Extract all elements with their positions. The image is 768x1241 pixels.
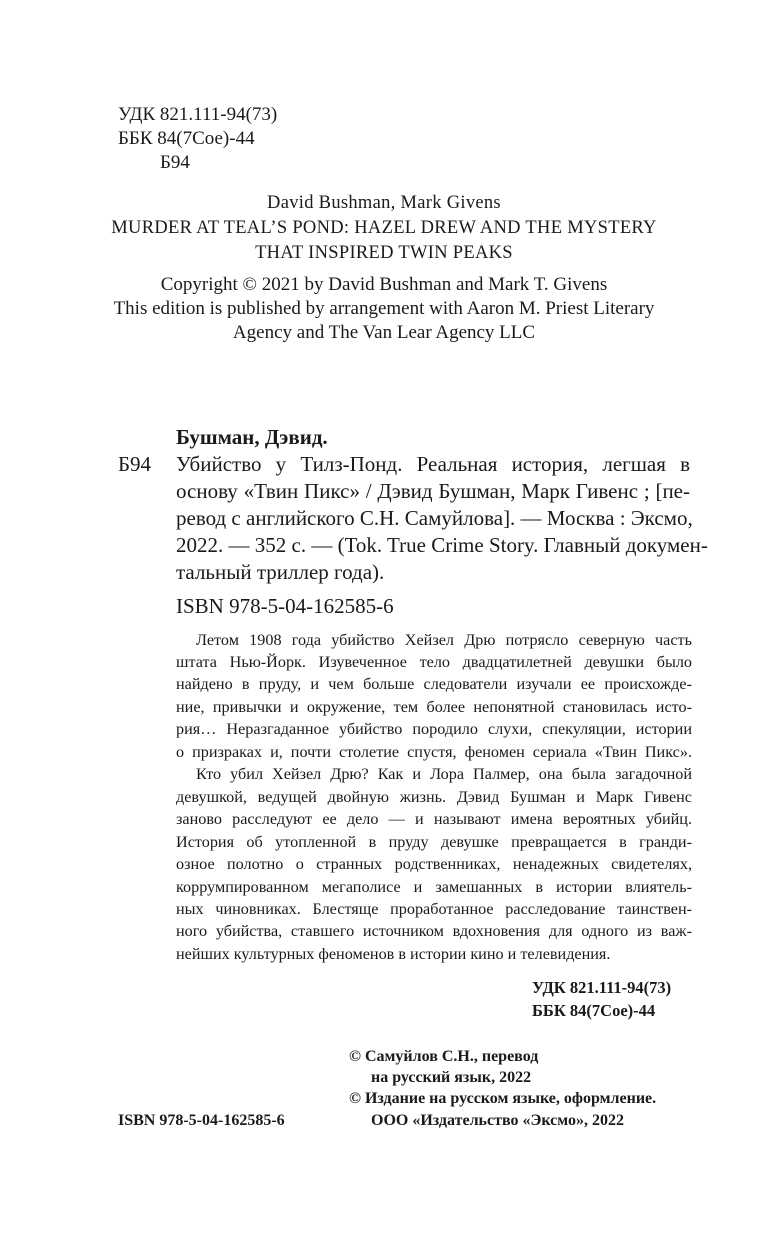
classification-udk: УДК 821.111-94(73) xyxy=(532,978,672,997)
header-bbk: ББК 84(7Сое)-44 xyxy=(118,128,255,149)
copyright-translation-line2: на русский язык, 2022 xyxy=(371,1069,532,1086)
annotation-line: заново расследуют ее дело — и называют имена вероятных убийц. xyxy=(176,810,692,828)
original-authors: David Bushman, Mark Givens xyxy=(267,193,501,213)
annotation-line: ных чиновниках. Блестяще проработанное расследование таинствен- xyxy=(176,900,692,918)
copyright-line1: Copyright © 2021 by David Bushman and Mark T. Givens xyxy=(160,274,608,295)
entry-line: 2022. — 352 с. — (Tok. True Crime Story. Главный докумен- xyxy=(176,533,708,557)
annotation-line: найдено в пруду, и чем больше следователи изучали ее происхожде- xyxy=(176,675,692,693)
header-code: Б94 xyxy=(160,152,190,173)
original-title-line1: MURDER AT TEAL’S POND: HAZEL DREW AND THE MYSTERY xyxy=(111,218,657,238)
annotation-line: озное полотно о странных родственниках, ненадежных свидетелях, xyxy=(176,855,692,873)
annotation-line: о призраках и, почти столетие спустя, феномен сериала «Твин Пикс». xyxy=(176,743,692,761)
annotation-line: Летом 1908 года убийство Хейзел Дрю потрясло северную часть xyxy=(196,631,692,649)
entry-isbn: ISBN 978-5-04-162585-6 xyxy=(176,594,394,618)
entry-code: Б94 xyxy=(118,452,152,476)
copyright-line3: Agency and The Van Lear Agency LLC xyxy=(232,322,536,343)
entry-author: Бушман, Дэвид. xyxy=(176,425,328,449)
copyright-edition-line2: ООО «Издательство «Эксмо», 2022 xyxy=(371,1112,624,1129)
annotation-line: штата Нью-Йорк. Изувеченное тело двадцатилетней девушки было xyxy=(176,653,692,671)
original-title-line2: THAT INSPIRED TWIN PEAKS xyxy=(255,243,513,263)
entry-line: Убийство у Тилз-Понд. Реальная история, легшая в xyxy=(176,452,690,476)
copyright-translation-line1: © Самуйлов С.Н., перевод xyxy=(349,1048,539,1065)
annotation-line: ние, привычки и окружение, тем более непонятной становилась исто- xyxy=(176,698,692,716)
copyright-line2: This edition is published by arrangement with Aaron M. Priest Literary xyxy=(113,298,655,319)
annotation-line: девушкой, ведущей двойную жизнь. Дэвид Бушман и Марк Гивенс xyxy=(176,788,692,806)
entry-line: основу «Твин Пикс» / Дэвид Бушман, Марк Гивенс ; [пе- xyxy=(176,479,690,503)
footer-isbn: ISBN 978-5-04-162585-6 xyxy=(118,1112,285,1129)
copyright-edition-line1: © Издание на русском языке, оформление. xyxy=(349,1090,657,1107)
classification-bbk: ББК 84(7Сое)-44 xyxy=(532,1001,656,1020)
annotation-line: История об утопленной в пруду девушке превращается в гранди- xyxy=(176,833,692,851)
entry-line: тальный триллер года). xyxy=(176,560,385,584)
annotation-line: коррумпированном мегаполисе и замешанных в истории влиятель- xyxy=(176,878,692,896)
annotation-line: Кто убил Хейзел Дрю? Как и Лора Палмер, она была загадочной xyxy=(196,765,692,783)
annotation-line: ного убийства, ставшего источником вдохновения для одного из важ- xyxy=(176,922,692,940)
annotation-line: нейших культурных феноменов в истории кино и телевидения. xyxy=(176,945,611,963)
header-udk: УДК 821.111-94(73) xyxy=(118,104,278,125)
entry-line: ревод с английского С.Н. Самуйлова]. — Москва : Эксмо, xyxy=(176,506,693,530)
annotation-line: рия… Неразгаданное убийство породило слухи, спекуляции, истории xyxy=(176,720,692,738)
